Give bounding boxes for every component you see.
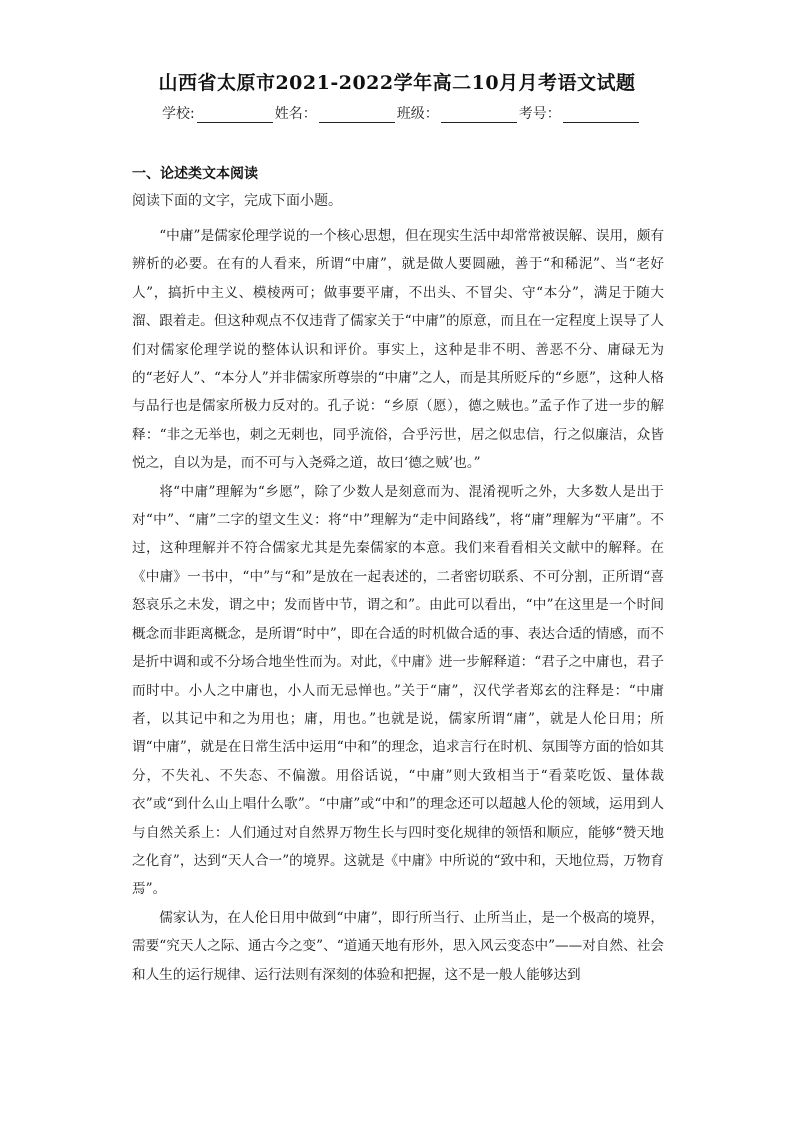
class-blank[interactable] [441,108,517,123]
exam-number-label: 考号： [518,106,561,122]
student-info-line [162,103,641,123]
class-label: 班级： [396,106,439,122]
name-label: 姓名： [274,106,317,122]
passage-paragraph-3: 儒家认为，在人伦日用中做到“中庸”，即行所当行、止所当止，是一个极高的境界，需要“究天人之际、通古今之变”、“道通天地有形外，思入风云变态中”——对自然、社会和人生的运行规律、运行法则有深刻的体验和把握，这不是一般人能够达到 [132,909,664,983]
reading-passage [132,222,664,989]
reading-instruction: 阅读下面的文字，完成下面小题。 [132,193,342,209]
section-heading: 一、论述类文本阅读 [132,166,258,182]
school-blank[interactable] [197,108,273,123]
passage-paragraph-2: 将“中庸”理解为“乡愿”，除了少数人是刻意而为、混淆视听之外，大多数人是出于对“中”、“庸”二字的望文生义：将“中”理解为“走中间路线”，将“庸”理解为“平庸”。不过，这种理解并不符合儒家尤其是先秦儒家的本意。我们来看看相关文献中的解释。在《中庸》一书中，“中”与“和”是放在一起表述的，二者密切联系、不可分割，正所谓“喜怒哀乐之未发，谓之中；发而皆中节，谓之和”。由此可以看出，“中”在这里是一个时间概念而非距离概念，是所谓“时中”，即在合适的时机做合适的事、表达合适的情感，而不是折中调和或不分场合地坐性而为。对此，《中庸》进一步解释道：“君子之中庸也，君子而时中。小人之中庸也，小人而无忌惮也。”关于“庸”，汉代学者郑玄的注释是：“中庸者，以其记中和之为用也；庸，用也。”也就是说，儒家所谓“庸”，就是人伦日用；所谓“中庸”，就是在日常生活中运用“中和”的理念，追求言行在时机、氛围等方面的恰如其分，不失礼、不失态、不偏激。用俗话说，“中庸”则大致相当于“看菜吃饭、量体裁衣”或“到什么山上唱什么歌”。“中庸”或“中和”的理念还可以超越人伦的领域，运用到人与自然关系上：人们通过对自然界万物生长与四时变化规律的领悟和顺应，能够“赞天地之化育”，达到“天人合一”的境界。这就是《中庸》中所说的“致中和，天地位焉，万物育焉”。 [132,483,664,898]
document-title: 山西省太原市2021-2022学年高二10月月考语文试题 [158,72,636,94]
exam-number-blank[interactable] [563,108,639,123]
school-label: 学校: [162,106,195,122]
passage-paragraph-1: “中庸”是儒家伦理学说的一个核心思想，但在现实生活中却常常被误解、误用，颇有辨析的必要。在有的人看来，所谓“中庸”，就是做人要圆融，善于“和稀泥”、当“老好人”，搞折中主义、模棱两可；做事要平庸，不出头、不冒尖、守“本分”，满足于随大溜、跟着走。但这种观点不仅违背了儒家关于“中庸”的原意，而且在一定程度上误导了人们对儒家伦理学说的整体认识和评价。事实上，这种是非不明、善恶不分、庸碌无为的“老好人”、“本分人”并非儒家所尊崇的“中庸”之人，而是其所贬斥的“乡愿”，这种人格与品行也是儒家所极力反对的。孔子说：“乡原（愿），德之贼也。”孟子作了进一步的解释：“非之无举也，刺之无刺也，同乎流俗，合乎污世，居之似忠信，行之似廉洁，众皆悦之，自以为是，而不可与入尧舜之道，故曰‘德之贼’也。” [132,228,664,472]
name-blank[interactable] [319,108,395,123]
